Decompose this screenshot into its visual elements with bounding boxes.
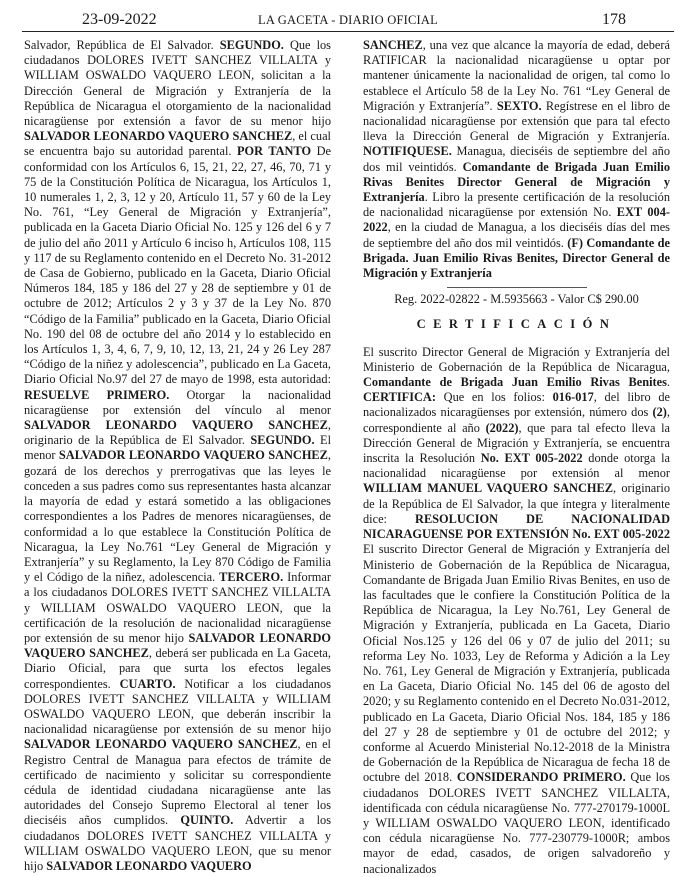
text-run: De conformidad con los Artículos 6, 15, 21, 22, 27, 46, 70, 71 y 75 de la Constitución Política de Nicaragua, los Artículos 1, 10 numerales 1, 2, 3, 12 y 20, Artículo 11, 57 y 60 de la Ley No. 761, “Ley General de Migración y Extranjería”, publicada en la Gaceta Diario Oficial No. 125 y 126 del 6 y 7 de julio del año 2011 y Artículo 6 inciso h, Artículos 108, 115 y 117 de su Reglamento contenido en el Decreto No. 31-2012 de Casa de Gobierno, publicado en la Gaceta, Diario Oficial Números 184, 185 y 186 del 27 y 28 de septiembre y 01 de octubre de 2012; Artículos 2 y 3 y 37 de la Ley No. 870 “Código de la Familia” publicado en la Gaceta, Diario Oficial No. 190 del 08 de octubre del año 2014 y lo establecido en los Artículos 1, 3, 4, 6, 7, 9, 10, 12, 13, 21, 24 y 26 Ley 287 “Código de la niñez y adolescencia”, publicado en La Gaceta, Diario Oficial No.97 del 27 de mayo de 1998, esta autoridad: bbox=[24, 144, 331, 387]
text-run: . bbox=[666, 375, 670, 390]
bold-text-run: SALVADOR LEONARDO VAQUERO SANCHEZ bbox=[24, 737, 298, 752]
header-page-number: 178 bbox=[602, 11, 626, 28]
bold-text-run: EXT 004-2022 bbox=[363, 205, 670, 235]
text-run: Que en los folios: bbox=[435, 390, 553, 405]
text-run: Managua, dieciséis de septiembre del año dos mil veintidós. bbox=[363, 144, 670, 174]
resolution-text-continued bbox=[24, 38, 331, 874]
text-run: , el cual se encuentra bajo su autoridad parental. bbox=[24, 129, 331, 159]
bold-text-run: NOTIFIQUESE. bbox=[363, 144, 452, 159]
text-run: , deberá ser publicada en La Gaceta, Diario Oficial, para que surta los efectos legales correspondientes. bbox=[24, 646, 331, 691]
bold-text-run: (2) bbox=[652, 405, 667, 420]
text-run: Que los ciudadanos DOLORES IVETT SANCHEZ VILLALTA y WILLIAM OSWALDO VAQUERO LEON, solicitan a la Dirección General de Migración y Extranjería de la República de Nicaragua el otorgamiento de la nacionalidad nicaragüense por extensión a favor de su menor hijo bbox=[24, 38, 331, 129]
bold-text-run: QUINTO. bbox=[180, 813, 234, 828]
text-run: Advertir a los ciudadanos DOLORES IVETT SANCHEZ VILLALTA y WILLIAM OSWALDO VAQUERO LEON, que su menor hijo bbox=[24, 813, 331, 873]
bold-text-run: SEGUNDO. bbox=[219, 38, 284, 52]
bold-text-run: CONSIDERANDO PRIMERO. bbox=[456, 770, 626, 785]
text-run: Salvador, República de El Salvador. bbox=[24, 38, 220, 52]
bold-text-run: SALVADOR LEONARDO VAQUERO SANCHEZ bbox=[24, 630, 331, 661]
resolution-closing-text bbox=[363, 38, 670, 281]
bold-text-run: CERTIFICA: bbox=[363, 390, 436, 405]
bold-text-run: SALVADOR LEONARDO VAQUERO SANCHEZ bbox=[24, 129, 293, 144]
bold-text-run: 016-017 bbox=[552, 390, 594, 405]
text-run: Notificar a los ciudadanos DOLORES IVETT SANCHEZ VILLALTA y WILLIAM OSWALDO VAQUERO LEON, que deberán inscribir la nacionalidad nicaragüense por extensión de su menor hijo bbox=[24, 676, 332, 737]
text-run: , originario de la República de El Salvador. bbox=[24, 418, 331, 448]
registration-line: Reg. 2022-02822 - M.5935663 - Valor C$ 290.00 bbox=[394, 292, 639, 307]
bold-text-run: SANCHEZ bbox=[363, 38, 423, 52]
text-run: , gozará de los derechos y prerrogativas que las leyes le conceden a sus padres como sus representantes hasta alcanzar la mayoría de edad y estará sometido a las obligaciones correspondientes a los Padres de menores nicaragüenses, de conformidad a lo que establece la Constitución Política de Nicaragua, la Ley No.761 “Ley General de Migración y Extranjería” y su Reglamento, la Ley 870 Código de Familia y el Código de la niñez, adolescencia. bbox=[24, 448, 331, 585]
bold-text-run: SALVADOR LEONARDO VAQUERO SANCHEZ bbox=[24, 418, 328, 433]
bold-text-run: Comandante de Brigada Juan Emilio Rivas Benites Director General de Migración y Extranjería bbox=[363, 159, 670, 205]
bold-text-run: RESOLUCION DE NACIONALIDAD NICARAGUENSE POR EXTENSIÓN No. EXT 005-2022 bbox=[363, 511, 670, 542]
text-run: Otorgar la nacionalidad nicaragüense por extensión del vínculo al menor bbox=[24, 387, 331, 417]
text-run: El menor bbox=[24, 433, 331, 463]
right-column bbox=[363, 38, 670, 876]
bold-text-run: SALVADOR LEONARDO VAQUERO SANCHEZ bbox=[58, 448, 328, 463]
bold-text-run: (F) Comandante de Brigada. Juan Emilio Rivas Benites, Director General de Migración y Extranjería bbox=[363, 235, 670, 281]
bold-text-run: SALVADOR LEONARDO VAQUERO bbox=[46, 858, 252, 873]
certification-body bbox=[363, 345, 670, 877]
left-column bbox=[24, 38, 332, 873]
separator-line bbox=[447, 287, 587, 288]
bold-text-run: No. EXT 005-2022 bbox=[480, 451, 583, 466]
certification-heading: CERTIFICACIÓN bbox=[416, 317, 617, 332]
text-run: Que los ciudadanos DOLORES IVETT SANCHEZ VILLALTA, identificada con cédula nicaragüense No. 777-270179-1000L y WILLIAM OSWALDO VAQUERO LEON, identificado con cédula nicaragüense No. 777-230779-1000R; ambos mayor de edad, casados, de origen salvadoreño y nacionalizados bbox=[363, 770, 670, 876]
page-header bbox=[22, 9, 674, 32]
bold-text-run: TERCERO. bbox=[219, 570, 284, 585]
text-run: , correspondiente al año bbox=[363, 405, 670, 435]
text-run: , en la ciudad de Managua, a los dieciséis días del mes de septiembre del año dos mil veintidós. bbox=[363, 220, 670, 250]
bold-text-run: CUARTO. bbox=[119, 676, 176, 691]
bold-text-run: SEGUNDO. bbox=[250, 433, 315, 448]
bold-text-run: Comandante de Brigada Juan Emilio Rivas Benites bbox=[363, 375, 667, 390]
text-run: , una vez que alcance la mayoría de edad, deberá RATIFICAR la nacionalidad nicaragüense u optar por mantener únicamente la nacionalidad de origen, tal como lo establece el Artículo 58 de la Ley No. 761 “Ley General de Migración y Extranjería”. bbox=[363, 38, 670, 113]
bold-text-run: (2022) bbox=[485, 420, 519, 435]
text-run: El suscrito Director General de Migración y Extranjería del Ministerio de Gobernación de la República de Nicaragua, bbox=[363, 344, 670, 374]
header-title: LA GACETA - DIARIO OFICIAL bbox=[258, 13, 438, 27]
text-run: , que para tal efecto lleva la Dirección General de Migración y Extranjería, se encuentra inscrita la Resolución bbox=[363, 420, 670, 466]
bold-text-run: SEXTO. bbox=[496, 98, 542, 113]
text-run: , originario de la República de El Salvador, la que íntegra y literalmente dice: bbox=[363, 481, 670, 526]
bold-text-run: RESUELVE PRIMERO. bbox=[24, 387, 170, 402]
text-run: El suscrito Director General de Migración y Extranjería del Ministerio de Gobernación de la República de Nicaragua, Comandante de Brigada Juan Emilio Rivas Benites, en uso de las facultades que le confiere la Constitución Política de la República de Nicaragua, la Ley No.761, Ley General de Migración y Extranjería, publicada en La Gaceta, Diario Oficial Nos.125 y 126 del 06 y 07 de julio del 2011; su reforma Ley No. 1033, Ley de Reforma y Adición a la Ley No. 761, Ley General de Migración y Extranjería, publicada en La Gaceta, Diario Oficial No. 145 del 06 de agosto del 2020; y su Reglamento contenido en el Decreto No.031-2012, publicado en La Gaceta, Diario Oficial Nos. 184, 185 y 186 del 27 y 28 de septiembre y 01 de octubre del 2012; y conforme al Acuerdo Ministerial No.12-2018 de la Ministra de Gobernación de la República de Nicaragua de fecha 18 de octubre del 2018. bbox=[363, 542, 670, 785]
text-run: Informar a los ciudadanos DOLORES IVETT SANCHEZ VILLALTA y WILLIAM OSWALDO VAQUERO LEON, que la certificación de la resolución de nacionalidad nicaragüense por extensión de su menor hijo bbox=[24, 570, 331, 645]
text-run: Regístrese en el libro de nacionalidad nicaragüense por extensión que para tal efecto lleva la Dirección General de Migración y Extranjería. bbox=[363, 98, 670, 144]
bold-text-run: WILLIAM MANUEL VAQUERO SANCHEZ bbox=[363, 481, 613, 496]
header-date: 23-09-2022 bbox=[82, 11, 157, 28]
text-run: , en el Registro Central de Managua para efectos de trámite de certificado de nacimiento y solicitar su correspondiente cédula de identidad ciudadana nicaragüense ante las autoridades del Consejo Supremo Electoral al tener los dieciséis años cumplidos. bbox=[24, 737, 331, 828]
text-run: . Libro la presente certificación de la resolución de nacionalidad nicaragüense por extensión No. bbox=[363, 190, 670, 220]
bold-text-run: POR TANTO bbox=[236, 144, 312, 159]
text-run: , del libro de nacionalizados nicaragüenses por extensión, número dos bbox=[363, 390, 670, 420]
text-run: donde otorga la nacionalidad nicaragüense por extensión al menor bbox=[363, 451, 670, 481]
